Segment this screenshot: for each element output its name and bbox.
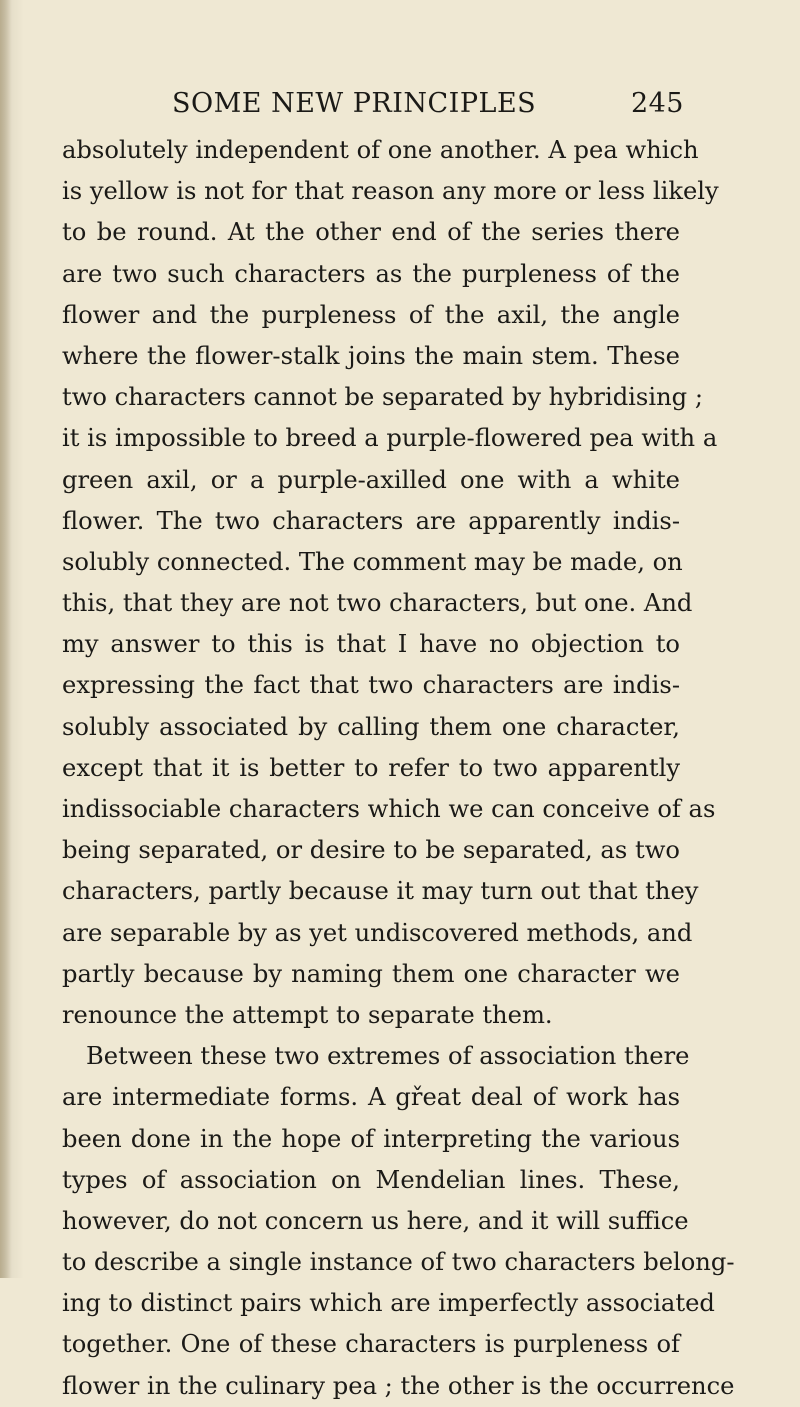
text-line: expressing the fact that two characters are indis- (62, 671, 680, 700)
text-line: are two such characters as the purpleness of the (62, 259, 680, 288)
text-line: solubly associated by calling them one character, (62, 712, 680, 741)
page-number: 245 (630, 88, 684, 119)
text-line: except that it is better to refer to two apparently (62, 753, 680, 782)
text-line: indissociable characters which we can conceive of as (62, 795, 716, 823)
text-line: are intermediate forms. A gřeat deal of work has (62, 1083, 680, 1112)
text-line: types of association on Mendelian lines. These, (62, 1165, 680, 1194)
running-title: SOME NEW PRINCIPLES (172, 88, 537, 119)
text-line: this, that they are not two characters, but one. And (62, 589, 693, 618)
text-line: ing to distinct pairs which are imperfectly associated (62, 1289, 715, 1318)
running-head (172, 84, 684, 124)
text-line: it is impossible to breed a purple-flowered pea with a (62, 424, 718, 453)
text-line: two characters cannot be separated by hybridising ; (62, 383, 703, 412)
text-line: my answer to this is that I have no objection to (62, 630, 680, 659)
body-text (62, 130, 735, 1407)
text-line: together. One of these characters is purpleness of (62, 1330, 680, 1359)
text-line: flower and the purpleness of the axil, the angle (62, 300, 680, 329)
text-line: are separable by as yet undiscovered methods, and (62, 918, 693, 947)
text-line: to describe a single instance of two characters belong- (62, 1248, 735, 1277)
paragraph-1 (62, 130, 719, 1036)
text-line: is yellow is not for that reason any more or less likely (62, 177, 719, 206)
text-line: renounce the attempt to separate them. (62, 1000, 553, 1029)
text-line: green axil, or a purple-axilled one with a white (62, 465, 680, 494)
text-line: where the flower-stalk joins the main stem. These (62, 341, 680, 370)
text-line: partly because by naming them one character we (62, 959, 680, 988)
text-line: been done in the hope of interpreting the various (62, 1124, 680, 1153)
text-line: flower in the culinary pea ; the other is the occurrence (62, 1371, 735, 1400)
text-line: solubly connected. The comment may be made, on (62, 547, 683, 576)
text-line: flower. The two characters are apparently indis- (62, 506, 680, 535)
text-line: to be round. At the other end of the series there (62, 218, 680, 247)
text-line: however, do not concern us here, and it will suffice (62, 1206, 689, 1235)
text-line: Between these two extremes of association there (86, 1042, 690, 1071)
text-line: being separated, or desire to be separated, as two (62, 836, 680, 865)
paragraph-2 (62, 1036, 735, 1407)
text-line: characters, partly because it may turn out that they (62, 877, 699, 906)
text-line: absolutely independent of one another. A pea which (62, 136, 699, 164)
page-gutter-shadow (0, 0, 12, 1278)
